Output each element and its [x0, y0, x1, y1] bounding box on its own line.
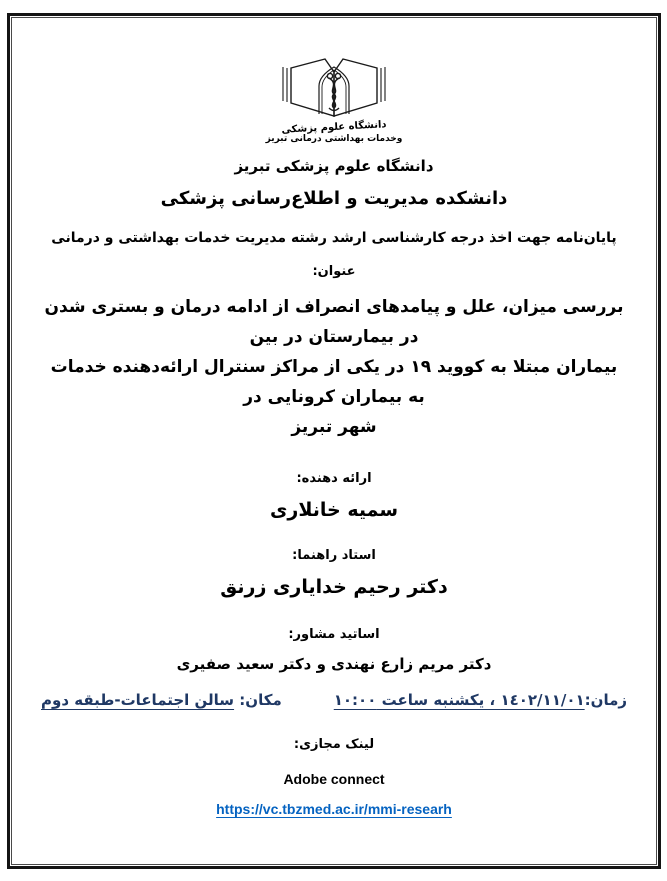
university-name: دانشگاه علوم پزشکی تبریز — [234, 157, 434, 175]
school-name: دانشکده مدیریت و اطلاع‌رسانی پزشکی — [160, 188, 508, 209]
page-border-inner — [11, 17, 657, 865]
virtual-link-label: لینک مجازی: — [293, 737, 375, 752]
supervisor-label: استاد راهنما: — [292, 548, 376, 563]
thesis-title-line1: بررسی میزان، علل و پیامدهای انصراف از ادامه درمان و بستری شدن در بیمارستان در بین — [44, 297, 624, 347]
location-label: مکان: — [239, 691, 282, 709]
meeting-link[interactable]: https://vc.tbzmed.ac.ir/mmi-researh — [216, 801, 452, 817]
logo-caption-line2: وخدمات بهداشتی درمانی تبریز — [265, 134, 403, 144]
thesis-title-line2: بیماران مبتلا به کووید ١٩ در یکی از مراکز سنترال ارائه‌دهنده خدمات به بیماران کرونایی در — [50, 357, 618, 407]
thesis-title-line3: شهر تبریز — [291, 417, 377, 437]
platform-name: Adobe connect — [283, 771, 385, 787]
time-label: زمان: — [584, 691, 627, 709]
advisors-label: اساتید مشاور: — [288, 627, 380, 642]
presenter-name: سمیه خانلاری — [269, 499, 399, 521]
presenter-label: ارائه دهنده: — [296, 471, 372, 486]
location-value: سالن اجتماعات-طبقه دوم — [41, 691, 235, 709]
advisors-names: دکتر مریم زارع نهندی و دکتر سعید صفیری — [176, 655, 492, 673]
time-value: ١٤٠٢/١١/٠١ ، یکشنبه ساعت ١٠:٠٠ — [333, 691, 585, 709]
page-border — [7, 13, 661, 869]
announcement-page — [12, 18, 656, 864]
open-book-dna-icon — [274, 55, 394, 121]
thesis-statement: پایان‌نامه جهت اخذ درجه کارشناسی ارشد رشته مدیریت خدمات بهداشتی و درمانی — [51, 230, 617, 246]
logo-caption-line1: دانشگاه علوم پزشکی — [281, 119, 387, 136]
university-logo — [259, 55, 409, 145]
meeting-link-row — [12, 801, 656, 819]
thesis-title — [12, 292, 656, 442]
title-label: عنوان: — [312, 264, 356, 279]
schedule-line — [12, 691, 656, 709]
location-part — [41, 691, 282, 709]
supervisor-name: دکتر رحیم خدایاری زرنق — [220, 576, 448, 598]
time-part — [334, 691, 627, 709]
